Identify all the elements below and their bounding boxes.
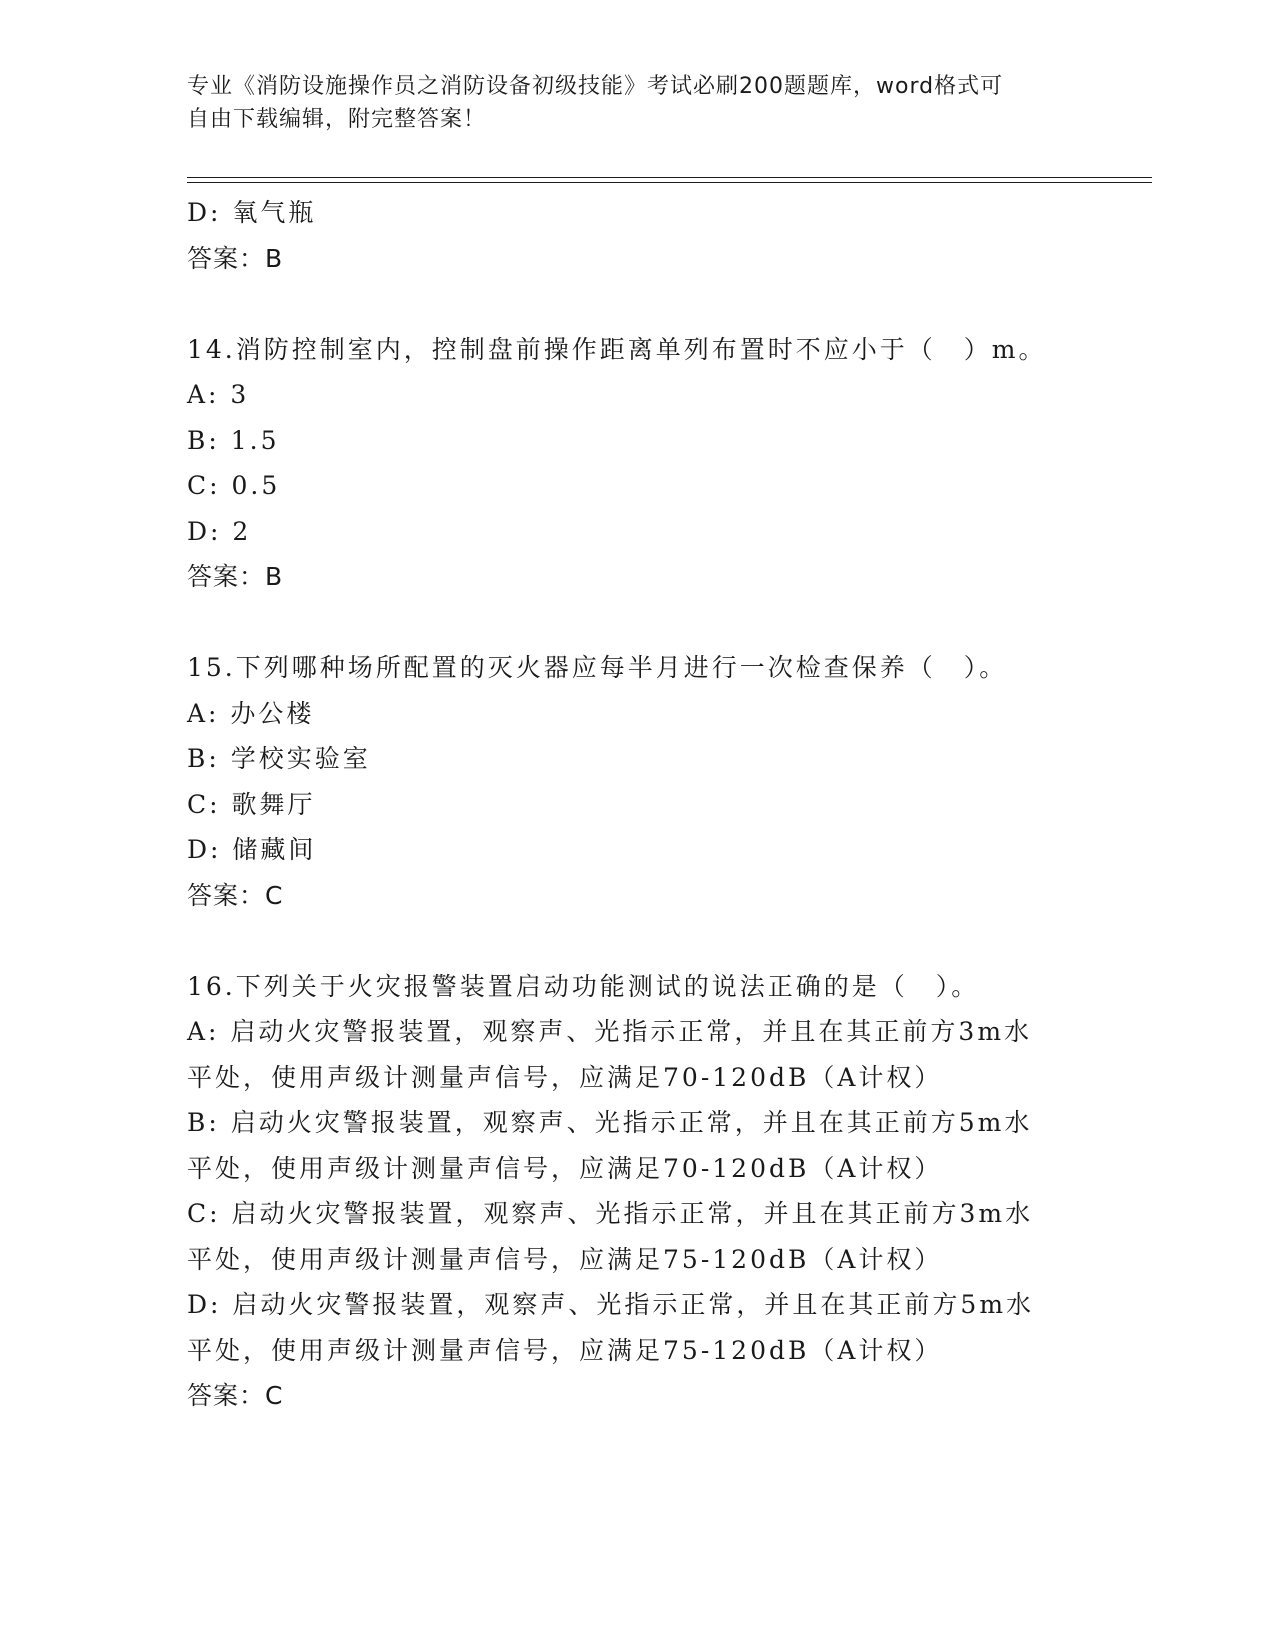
- question-14: [187, 327, 1087, 600]
- header-line-1: 专业《消防设施操作员之消防设备初级技能》考试必刷200题题库，word格式可: [187, 74, 1004, 99]
- option-b-line-1: B: 启动火灾警报装置，观察声、光指示正常，并且在其正前方5m水: [187, 1108, 1033, 1137]
- question-text: 15.下列哪种场所配置的灭火器应每半月进行一次检查保养（ ）。: [187, 653, 1008, 682]
- question-text: 16.下列关于火灾报警装置启动功能测试的说法正确的是（ ）。: [187, 971, 980, 1001]
- answer: 答案：C: [187, 1381, 284, 1410]
- option-a: A: 办公楼: [187, 698, 315, 728]
- question-16: [187, 964, 1087, 1419]
- option-c: C: 歌舞厅: [187, 789, 316, 819]
- question-text: 14.消防控制室内，控制盘前操作距离单列布置时不应小于（ ）m。: [187, 334, 1047, 364]
- option-b-line-2: 平处，使用声级计测量声信号，应满足70-120dB（A计权）: [187, 1153, 943, 1183]
- option-c: C: 0.5: [187, 471, 281, 500]
- option-d: D: 2: [187, 516, 252, 546]
- option-d: D: 储藏间: [187, 835, 317, 864]
- option-d-line-2: 平处，使用声级计测量声信号，应满足75-120dB（A计权）: [187, 1335, 943, 1365]
- spacer: [187, 281, 1087, 327]
- spacer: [187, 918, 1087, 964]
- header-divider-top: [187, 177, 1152, 178]
- option-c-line-2: 平处，使用声级计测量声信号，应满足75-120dB（A计权）: [187, 1244, 943, 1274]
- option-a: A: 3: [187, 380, 250, 409]
- option-b: B: 1.5: [187, 425, 280, 455]
- answer: 答案：B: [187, 562, 284, 591]
- option-b: B: 学校实验室: [187, 744, 371, 773]
- question-15: [187, 645, 1087, 918]
- option-a-line-2: 平处，使用声级计测量声信号，应满足70-120dB（A计权）: [187, 1062, 943, 1092]
- spacer: [187, 600, 1087, 646]
- option-c-line-1: C: 启动火灾警报装置，观察声、光指示正常，并且在其正前方3m水: [187, 1199, 1034, 1228]
- header-divider-bottom: [187, 182, 1152, 183]
- document-header: [187, 70, 1067, 136]
- prev-option-d: D: 氧气瓶: [187, 198, 317, 227]
- question-list: [187, 190, 1087, 1419]
- prev-answer: 答案：B: [187, 243, 284, 273]
- option-d-line-1: D: 启动火灾警报装置，观察声、光指示正常，并且在其正前方5m水: [187, 1290, 1035, 1319]
- header-line-2: 自由下载编辑，附完整答案！: [187, 107, 487, 132]
- answer: 答案：C: [187, 880, 284, 910]
- option-a-line-1: A: 启动火灾警报装置，观察声、光指示正常，并且在其正前方3m水: [187, 1017, 1033, 1046]
